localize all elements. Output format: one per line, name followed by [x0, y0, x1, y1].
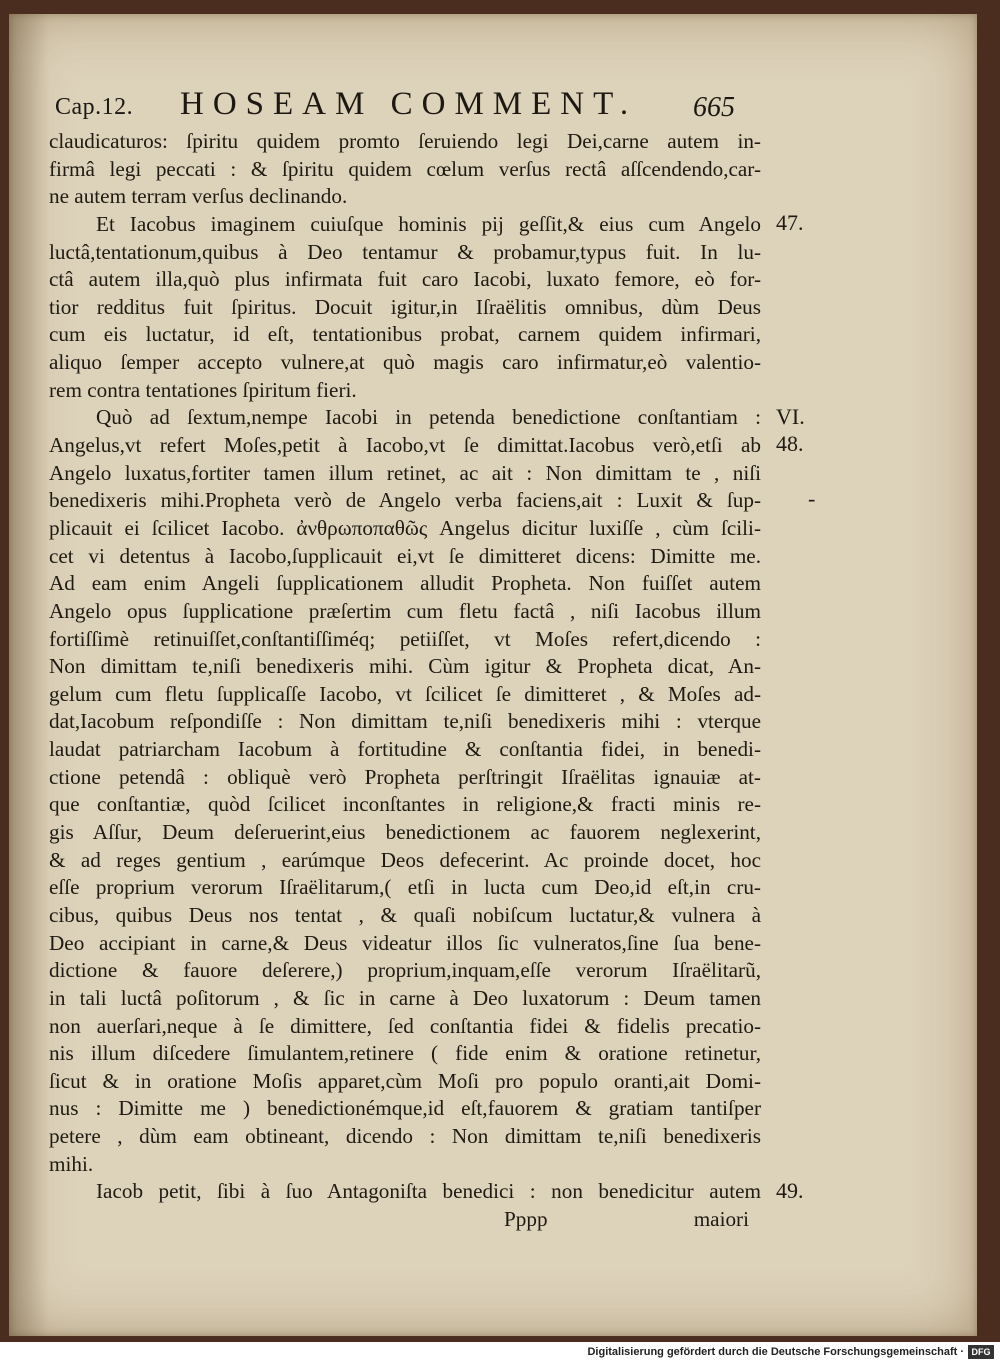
text-line: dat,Iacobum reſpondiſſe : Non dimittam te,niſi benedixeris mihi : vterque: [49, 709, 761, 734]
text-line: dictione & fauore deſerere,) proprium,inquam,eſſe verorum Iſraëlitarũ,: [49, 958, 761, 983]
text-line: Non dimittam te,niſi benedixeris mihi. Cùm igitur & Propheta dicat, An-: [49, 654, 761, 679]
text-line: non auerſari,neque à ſe dimittere, ſed conſtantia fidei & fidelis precatio-: [49, 1013, 761, 1038]
text-line: claudicaturos: ſpiritu quidem promto ſeruiendo legi Dei,carne autem in-: [49, 129, 761, 153]
running-title: HOSEAM COMMENT.: [180, 86, 638, 122]
text-line: plicauit ei ſcilicet Iacobo. ἀνθρωποπαθῶς Angelus dicitur luxiſſe , cùm ſcili-: [49, 515, 761, 540]
text-line: cum eis luctatur, id eſt, tentationibus probat, carnem quidem infirmari,: [49, 322, 761, 347]
text-line: ſicut & in oratione Moſis apparet,cùm Moſi pro populo oranti,ait Domi-: [49, 1068, 761, 1093]
text-line: luctâ,tentationum,quibus à Deo tentamur & probamur,typus fuit. In lu-: [49, 239, 761, 264]
text-line: Quò ad ſextum,nempe Iacobi in petenda benedictione conſtantiam :: [96, 405, 761, 430]
text-line: aliquo ſemper accepto vulnere,at quò magis caro infirmatur,eò valentio-: [49, 350, 761, 375]
text-line: ctione petendâ : obliquè verò Propheta perſtringit Iſraëlitas ignauiæ at-: [49, 764, 761, 789]
catchword: maiori: [693, 1206, 749, 1231]
text-line: Angelus,vt refert Moſes,petit à Iacobo,vt ſe dimittat.Iacobus verò,etſi ab: [49, 433, 761, 458]
running-header: [0, 86, 1000, 130]
chapter-label: Cap.12.: [55, 94, 134, 120]
margin-note: VI.: [776, 403, 805, 429]
text-line: Deo accipiant in carne,& Deus videatur illos ſic vulneratos,ſine ſua bene-: [49, 930, 761, 955]
text-line: mihi.: [49, 1151, 94, 1176]
signature-mark: Pppp: [504, 1206, 548, 1231]
body-text: [49, 128, 761, 1234]
text-line: rem contra tentationes ſpiritum fieri.: [49, 377, 357, 402]
gutter-shadow: [9, 14, 49, 1336]
margin-note: 48.: [776, 431, 804, 457]
text-line: petere , dùm eam obtineant, dicendo : Non dimittam te,niſi benedixeris: [49, 1124, 761, 1149]
text-line: benedixeris mihi.Propheta verò de Angelo verba faciens,ait : Luxit & ſup-: [49, 488, 761, 513]
text-line: Ad eam enim Angeli ſupplicationem alludit Propheta. Non fuiſſet autem: [49, 571, 761, 596]
text-line: gis Aſſur, Deum deſeruerint,eius benedictionem ac fauorem neglexerint,: [49, 820, 761, 845]
text-line: laudat patriarcham Iacobum à fortitudine & conſtantia fidei, in benedi-: [49, 737, 761, 762]
text-line: nis illum diſcedere ſimulantem,retinere ( fide enim & oratione retinetur,: [49, 1041, 761, 1066]
margin-note: -: [808, 486, 816, 512]
text-line: Et Iacobus imaginem cuiuſque hominis pij geſſit,& eius cum Angelo: [96, 211, 761, 236]
margin-note: 49.: [776, 1177, 804, 1203]
footer-credit: Digitalisierung gefördert durch die Deutsche Forschungsgemeinschaft ·: [587, 1346, 964, 1358]
text-line: Iacob petit, ſibi à ſuo Antagoniſta benedici : non benedicitur autem: [96, 1179, 761, 1204]
footer-bar: [0, 1342, 1000, 1364]
text-line: que conſtantiæ, quòd ſcilicet inconſtantes in religione,& fracti minis re-: [49, 792, 761, 817]
text-line: firmâ legi peccati : & ſpiritu quidem cœlum verſus rectâ aſſcendendo,car-: [49, 156, 761, 181]
text-line: cibus, quibus Deus nos tentat , & quaſi nobiſcum luctatur,& vulnera à: [49, 902, 761, 927]
margin-note: 47.: [776, 209, 804, 235]
text-line: in tali luctâ poſitorum , & ſic in carne à Deo luxatorum : Deum tamen: [49, 985, 761, 1010]
signature-line: [49, 1206, 761, 1234]
text-line: cet vi detentus à Iacobo,ſupplicauit ei,vt ſe dimitteret dicens: Dimitte me.: [49, 543, 761, 568]
dfg-logo: DFG: [968, 1345, 994, 1359]
page-number: 665: [693, 92, 735, 123]
text-line: eſſe proprium verorum Iſraëlitarum,( etſi in lucta cum Deo,id eſt,in cru-: [49, 875, 761, 900]
text-line: Angelo opus ſupplicatione præſertim cum fletu factâ , niſi Iacobus illum: [49, 598, 761, 623]
text-line: & ad reges gentium , earúmque Deos defecerint. Ac proinde docet, hoc: [49, 847, 761, 872]
text-line: fortiſſimè retinuiſſet,conſtantiſſiméq; petiiſſet, vt Moſes refert,dicendo :: [49, 626, 761, 651]
text-line: Angelo luxatus,fortiter tamen illum retinet, ac ait : Non dimittam te , niſi: [49, 460, 761, 485]
text-line: gelum cum fletu ſupplicaſſe Iacobo, vt ſcilicet ſe dimitteret , & Moſes ad-: [49, 681, 761, 706]
text-line: ctâ autem illa,quò plus infirmata fuit caro Iacobi, luxato femore, eò for-: [49, 267, 761, 292]
text-line: tior redditus fuit ſpiritus. Docuit igitur,in Iſraëlitis omnibus, dùm Deus: [49, 294, 761, 319]
text-line: nus : Dimitte me ) benedictionémque,id eſt,fauorem & gratiam tantiſper: [49, 1096, 761, 1121]
text-line: ne autem terram verſus declinando.: [49, 184, 348, 209]
